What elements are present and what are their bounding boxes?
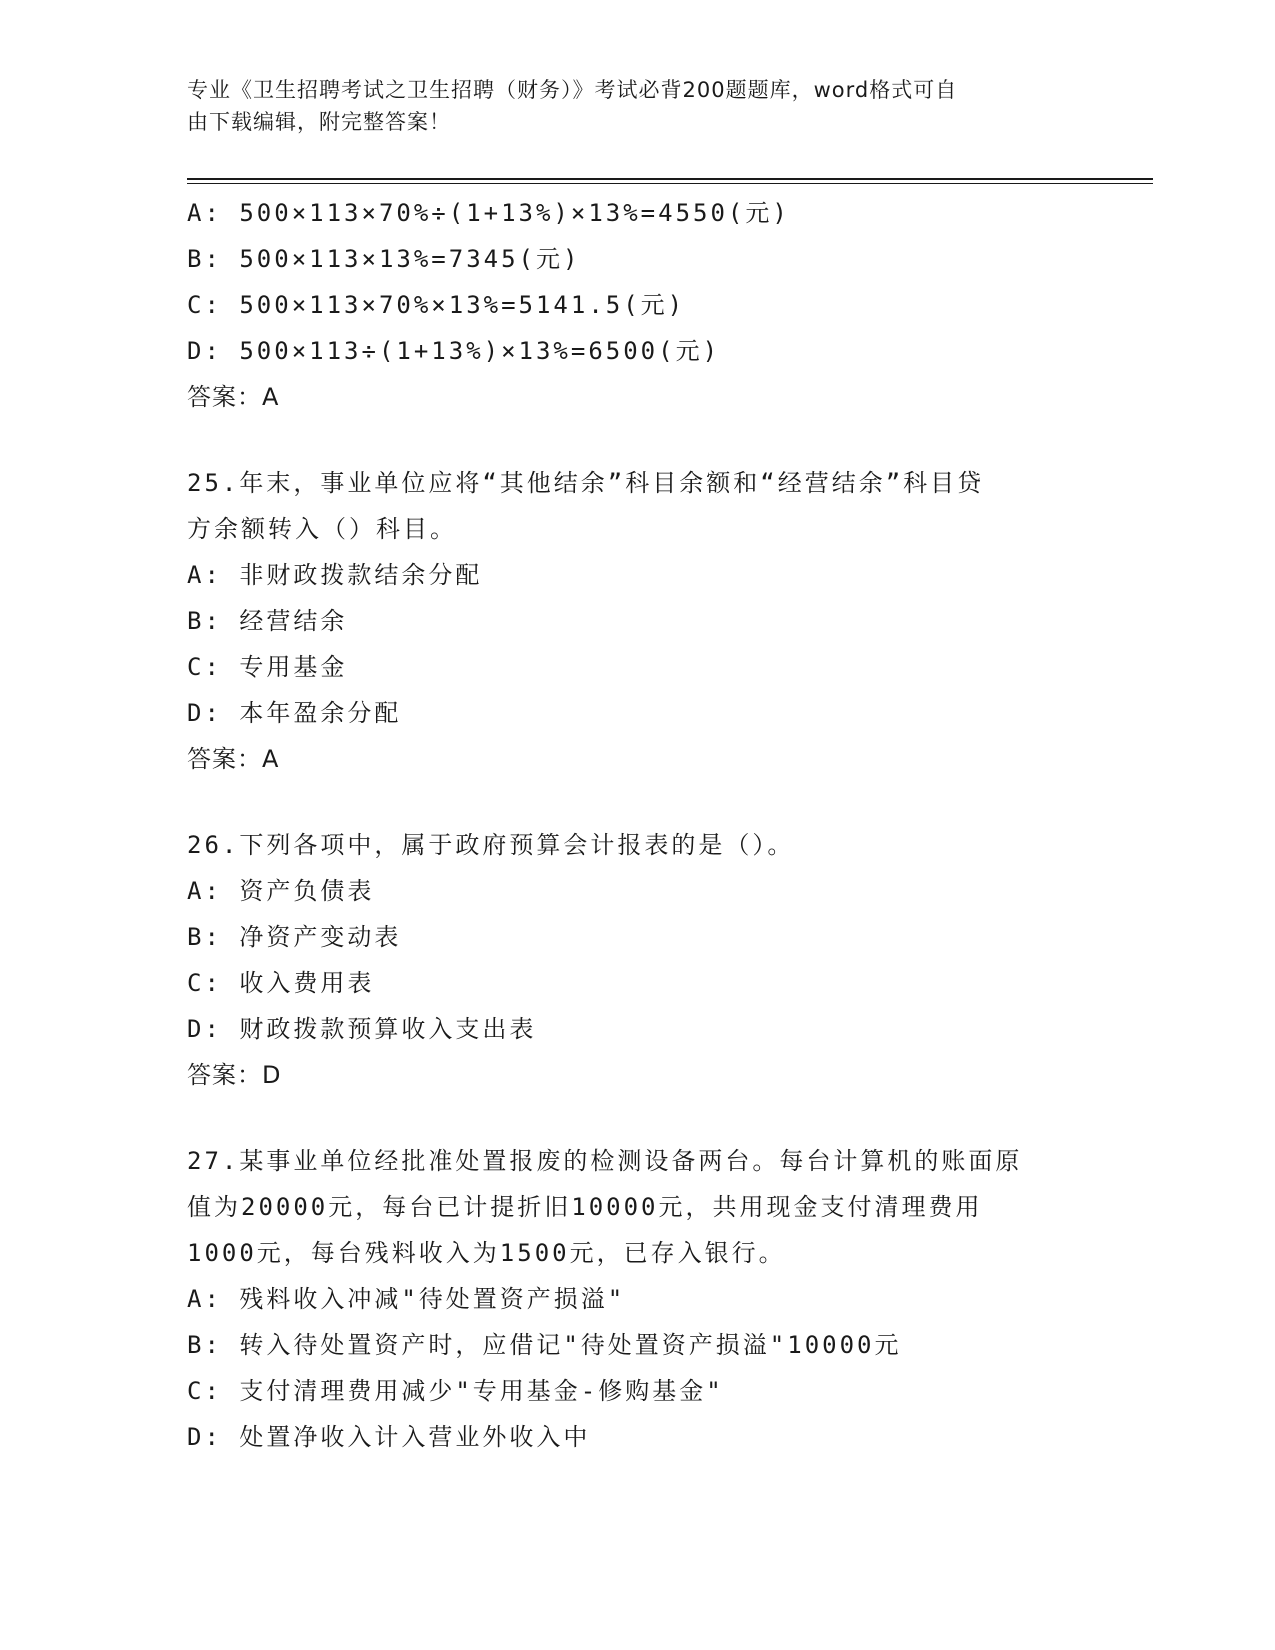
document-header <box>187 74 1067 138</box>
option-d: D: 500×113÷(1+13%)×13%=6500(元) <box>187 337 721 365</box>
option-b: B: 转入待处置资产时，应借记"待处置资产损溢"10000元 <box>187 1331 902 1359</box>
option-c: C: 收入费用表 <box>187 969 375 997</box>
question-stem-line: 26.下列各项中，属于政府预算会计报表的是（）。 <box>187 831 795 859</box>
question-stem-line: 27.某事业单位经批准处置报废的检测设备两台。每台计算机的账面原 <box>187 1147 1023 1175</box>
question-list <box>187 190 1087 1460</box>
option-c: C: 专用基金 <box>187 653 348 681</box>
header-line-2: 由下载编辑，附完整答案！ <box>187 110 451 134</box>
answer-line: 答案：A <box>187 383 280 411</box>
option-d: D: 财政拨款预算收入支出表 <box>187 1015 537 1043</box>
option-b: B: 500×113×13%=7345(元) <box>187 245 581 273</box>
question-stem-line: 值为20000元，每台已计提折旧10000元，共用现金支付清理费用 <box>187 1193 983 1221</box>
answer-line: 答案：D <box>187 1061 282 1089</box>
header-divider-thick <box>187 178 1153 180</box>
option-a: A: 500×113×70%÷(1+13%)×13%=4550(元) <box>187 199 790 227</box>
option-a: A: 非财政拨款结余分配 <box>187 561 483 589</box>
option-c: C: 支付清理费用减少"专用基金-修购基金" <box>187 1377 724 1405</box>
question-stem-line: 方余额转入（）科目。 <box>187 515 457 543</box>
question-stem-line: 1000元，每台残料收入为1500元，已存入银行。 <box>187 1239 786 1267</box>
question-25 <box>187 460 1087 782</box>
question-stem-line: 25.年末，事业单位应将“其他结余”科目余额和“经营结余”科目贷 <box>187 469 985 497</box>
header-divider-thin <box>187 183 1153 184</box>
option-b: B: 经营结余 <box>187 607 348 635</box>
question-26 <box>187 822 1087 1098</box>
option-d: D: 处置净收入计入营业外收入中 <box>187 1423 591 1451</box>
answer-line: 答案：A <box>187 745 280 773</box>
option-a: A: 残料收入冲减"待处置资产损溢" <box>187 1285 626 1313</box>
option-a: A: 资产负债表 <box>187 877 375 905</box>
header-line-1: 专业《卫生招聘考试之卫生招聘（财务）》考试必背200题题库，word格式可自 <box>187 78 958 102</box>
option-c: C: 500×113×70%×13%=5141.5(元) <box>187 291 686 319</box>
option-d: D: 本年盈余分配 <box>187 699 402 727</box>
question-24 <box>187 190 1087 420</box>
question-27 <box>187 1138 1087 1460</box>
option-b: B: 净资产变动表 <box>187 923 402 951</box>
